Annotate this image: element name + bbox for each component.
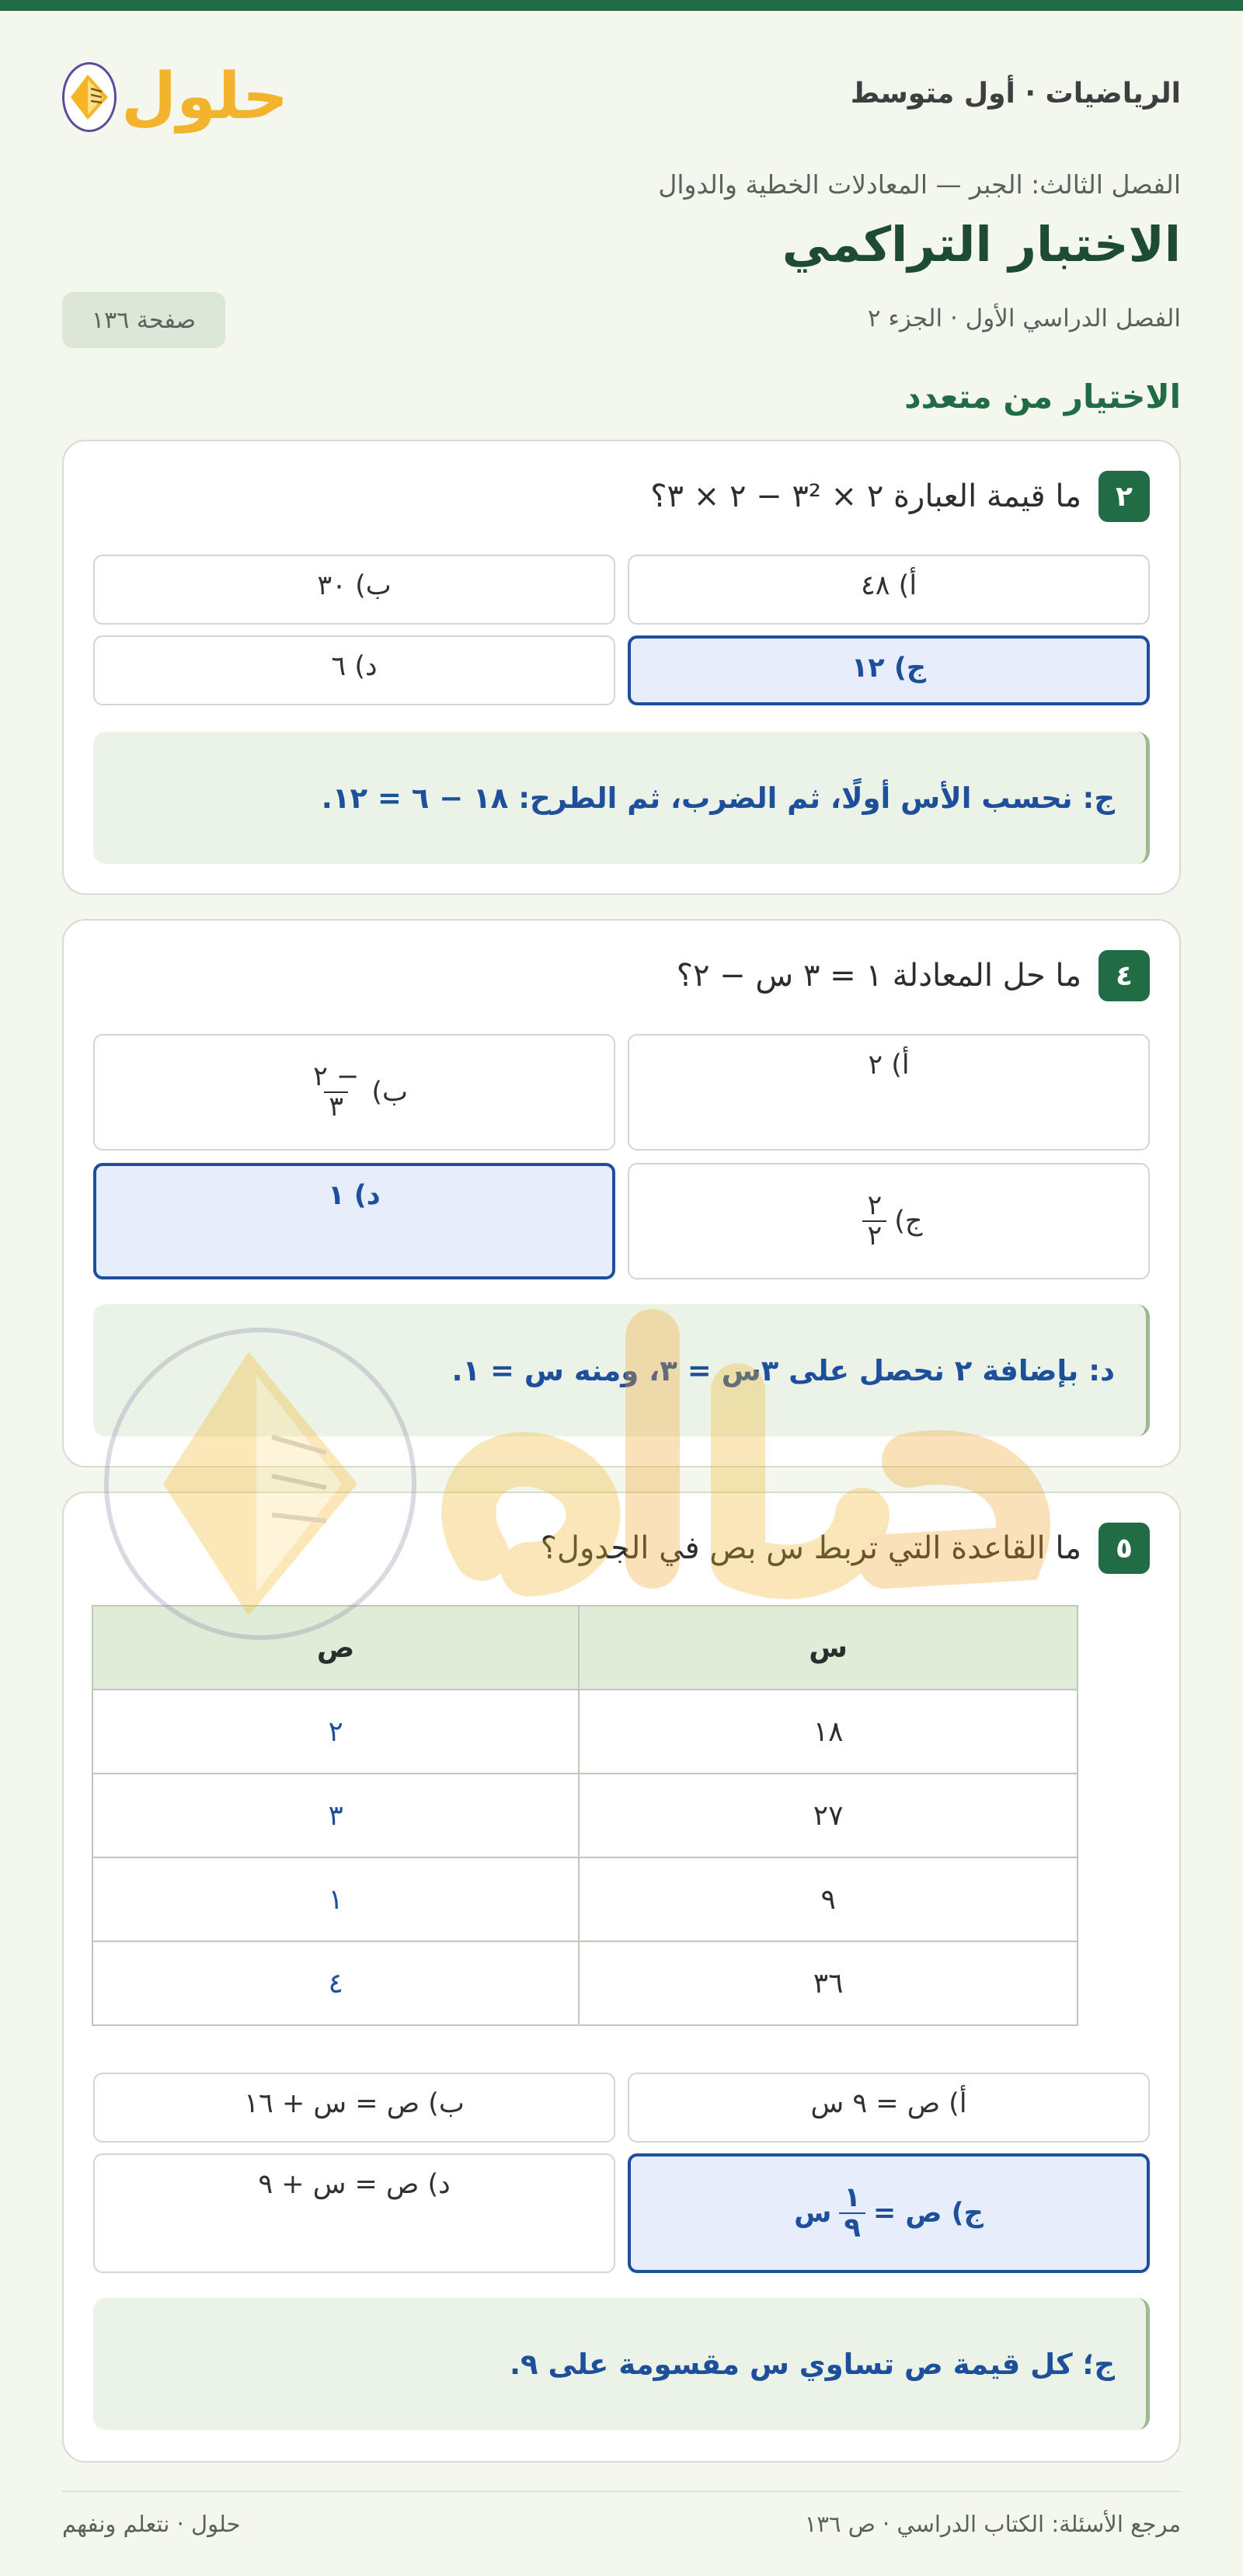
option-prefix: ب) (371, 1077, 408, 1108)
subject-label: الرياضيات · أول متوسط (850, 78, 1181, 110)
fraction-denominator: ٣ (324, 1091, 348, 1122)
section-title: الاختيار من متعدد (904, 378, 1181, 416)
page-badge: صفحة ١٣٦ (62, 292, 225, 348)
question-header (650, 471, 1150, 522)
question-card (62, 1492, 1181, 2463)
table-header-x: س (579, 1606, 1078, 1690)
book-icon (62, 62, 117, 132)
fraction-numerator: ٢ (867, 1190, 883, 1222)
page-title: الاختبار التراكمي (782, 216, 1181, 273)
page-header (62, 54, 1181, 140)
footer-brand: حلول · نتعلم ونفهم (62, 2511, 241, 2537)
table-cell-y: ٢ (92, 1690, 579, 1774)
fraction-denominator: ٢ (862, 1220, 886, 1251)
table-row (92, 1857, 1078, 1941)
table-row (92, 1774, 1078, 1857)
option-d[interactable]: د) ص = س + ٩ (93, 2153, 615, 2273)
option-b[interactable]: ب) ص = س + ١٦ (93, 2073, 615, 2143)
option-b[interactable]: ب) ٣٠ (93, 555, 615, 625)
fraction (862, 1192, 886, 1251)
option-a[interactable]: أ) ٢ (628, 1034, 1150, 1150)
option-a[interactable]: أ) ص = ٩ س (628, 2073, 1150, 2143)
fraction-numerator: ١ (844, 2182, 861, 2214)
table-header-y: ص (92, 1606, 579, 1690)
table-cell-y: ٣ (92, 1774, 579, 1857)
answer-explanation: د: بإضافة ٢ نحصل على ٣س = ٣، ومنه س = ١. (93, 1304, 1150, 1436)
question-card (62, 919, 1181, 1467)
table-row (92, 1941, 1078, 2025)
top-accent-bar (0, 0, 1243, 11)
option-d[interactable]: د) ٦ (93, 635, 615, 705)
question-text: ما قيمة العبارة ٢ × ٣² − ٢ × ٣؟ (650, 479, 1081, 514)
table-cell-x: ٣٦ (579, 1941, 1078, 2025)
answer-explanation: ج: نحسب الأس أولًا، ثم الضرب، ثم الطرح: ١٨ − ٦ = ١٢. (93, 732, 1150, 864)
question-header (677, 950, 1150, 1001)
fraction-denominator: ٩ (839, 2212, 865, 2243)
footer-reference: مرجع الأسئلة: الكتاب الدراسي · ص ١٣٦ (804, 2511, 1181, 2537)
fraction (839, 2184, 865, 2243)
table-cell-y: ١ (92, 1857, 579, 1941)
option-d[interactable]: د) ١ (93, 1163, 615, 1279)
answer-explanation: ج؛ كل قيمة ص تساوي س مقسومة على ٩. (93, 2298, 1150, 2430)
table-cell-x: ٩ (579, 1857, 1078, 1941)
option-a[interactable]: أ) ٤٨ (628, 555, 1150, 625)
option-c[interactable]: ج) ١٢ (628, 635, 1150, 705)
table-cell-x: ١٨ (579, 1690, 1078, 1774)
values-table (92, 1605, 1078, 2026)
semester-label: الفصل الدراسي الأول · الجزء ٢ (867, 305, 1181, 332)
table-cell-y: ٤ (92, 1941, 579, 2025)
logo-wordmark: حلول (121, 60, 289, 134)
fraction (308, 1063, 364, 1122)
table-cell-x: ٢٧ (579, 1774, 1078, 1857)
logo (62, 54, 289, 140)
option-prefix: ج) (894, 1206, 923, 1237)
option-suffix: س (794, 2198, 832, 2229)
option-c[interactable] (628, 1163, 1150, 1279)
chapter-label: الفصل الثالث: الجبر — المعادلات الخطية والدوال (658, 169, 1181, 200)
question-number: ٤ (1099, 950, 1150, 1001)
question-text: ما القاعدة التي تربط س بص في الجدول؟ (540, 1530, 1081, 1566)
option-c[interactable] (628, 2153, 1150, 2273)
table-row (92, 1690, 1078, 1774)
option-prefix: ج) ص = (872, 2198, 984, 2229)
question-number: ٥ (1099, 1523, 1150, 1574)
question-header (541, 1523, 1150, 1574)
question-text: ما حل المعادلة ١ = ٣ س − ٢؟ (676, 958, 1081, 994)
question-number: ٢ (1099, 471, 1150, 522)
option-b[interactable] (93, 1034, 615, 1150)
footer-divider (62, 2491, 1181, 2492)
fraction-numerator: − ٢ (313, 1061, 360, 1093)
question-card (62, 440, 1181, 895)
